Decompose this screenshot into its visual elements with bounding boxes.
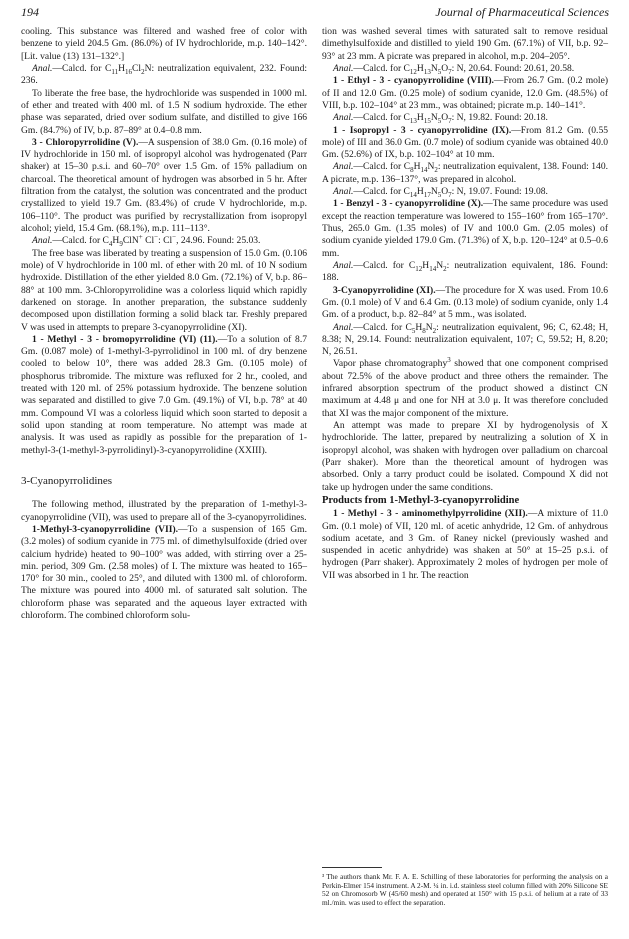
- text-run: —To a solution of 8.7 Gm. (0.087 mole) of 1-methyl-3-pyrrolidinol in 100 ml. of dry benzene cooled to below 10°, there was added 28.3 Gm. (0.105 mole) of phosphorus tribromide. The mixture was refluxed for 2 hr., cooled, and treated with 120 ml. of 25% potassium hydroxide. The benzene solution was separated and distilled to give 7.0 Gm. (49.1%) of VI, b.p. 78° at 40 mm. Compound VI was a colorless liquid which soon started to deposit a solid upon standing at room temperature. No attempt was made at analysis. It was used as rapidly as possible for the preparation of 1-methyl-3-(1-methyl-3-pyrrolidinyl)-3-cyanopyrrolidine (XXIII).: [21, 333, 307, 456]
- text-run: cooling. This substance was filtered and washed free of color with benzene to yield 204.5 Gm. (86.0%) of IV hydrochloride, m.p. 140–142°. [Lit. value (13) 131–132°.]: [21, 26, 307, 62]
- compound-heading: 1-Methyl-3-cyanopyrrolidine (VII).: [32, 523, 179, 535]
- text-run: 14: [429, 264, 437, 273]
- text-run: 12: [415, 264, 423, 273]
- text-run: —Calcd. for C: [353, 112, 410, 124]
- page-number: 194: [21, 5, 39, 19]
- text-run: Cl: [142, 235, 155, 247]
- anal-label: Anal.: [32, 235, 53, 247]
- text-run: H: [416, 62, 424, 74]
- text-run: The following method, illustrated by the preparation of 1-methyl-3-cyanopyrrolidine (VII), was used to prepare all of the 3-cyanopyrrolidines.: [21, 499, 307, 523]
- footnote: ³ The authors thank Mr. F. A. E. Schilling of these laboratories for performing the analysis on a Perkin-Elmer 154 instrument. A 2-M. ¼ in. i.d. stainless steel column filled with 20% Silicone SE 52 on Chromosorb W (45/60 mesh) and operated at 150° with 15 p.s.i. of helium at a rate of 33 ml./min. was used to effect the separation.: [322, 872, 608, 907]
- text-run: : Cl: [158, 235, 173, 247]
- text-run: 5: [437, 117, 442, 126]
- paragraph: [21, 137, 307, 236]
- text-run: —Calcd. for C: [353, 161, 411, 173]
- anal-label: Anal.: [333, 112, 354, 124]
- paragraph: [322, 75, 608, 112]
- text-run: Products from 1-Methyl-3-cyanopyrrolidine: [322, 494, 520, 506]
- section-heading: [21, 475, 307, 487]
- compound-heading: 1 - Ethyl - 3 - cyanopyrrolidine (VIII).: [333, 75, 494, 87]
- text-run: H: [422, 259, 430, 271]
- text-run: 9: [119, 240, 123, 249]
- text-run: H: [416, 112, 424, 124]
- text-run: : N, 19.07. Found: 19.08.: [451, 186, 548, 198]
- text-run: 5: [437, 67, 442, 76]
- compound-heading: 1 - Isopropyl - 3 - cyanopyrrolidine (IX).: [333, 124, 512, 136]
- text-run: —Calcd. for C: [52, 62, 112, 74]
- text-run: ClN: [122, 235, 139, 247]
- text-run: —From 26.7 Gm. (0.2 mole) of II and 12.0 Gm. (0.25 mole) of sodium cyanide, 12.0 Gm. (48.5%) of VIII, b.p. 102–104° at 23 mm., was obtained; picrate m.p. 140–141°.: [322, 75, 609, 111]
- text-run: O: [441, 62, 449, 74]
- compound-heading: 3-Cyanopyrrolidine (XI).: [333, 284, 436, 296]
- text-run: showed that one component comprised about 72.5% of the above product and three others the remainder. The infrared absorption spectrum of the product showed a distinct CN maximum at 4.48 μ and one for NH at 3.0 μ. It was therefore concluded that XI was the major component of the mixture.: [322, 358, 609, 419]
- text-run: 12: [409, 67, 417, 76]
- text-run: H: [415, 321, 423, 333]
- compound-heading: 1 - Methyl - 3 - aminomethylpyrrolidine (XII).: [333, 508, 528, 520]
- text-run: O: [441, 112, 449, 124]
- paragraph: [21, 63, 307, 88]
- anal-label: Anal.: [333, 186, 354, 198]
- text-run: O: [441, 186, 449, 198]
- paragraph: [322, 198, 608, 260]
- text-run: H: [118, 62, 126, 74]
- text-run: 14: [409, 190, 417, 199]
- text-run: 8: [422, 326, 426, 335]
- running-header: [21, 5, 609, 23]
- text-run: +: [138, 233, 143, 242]
- text-run: −: [172, 233, 177, 242]
- paragraph: [322, 420, 608, 494]
- text-run: H: [112, 235, 120, 247]
- text-run: 16: [125, 67, 133, 76]
- paragraph: [322, 186, 608, 198]
- paragraph: [21, 499, 307, 524]
- text-run: —From 81.2 Gm. (0.55 mole) of III and 36.0 Gm. (0.7 mole) of sodium cyanide was obtained 40.0 Gm. (52.6%) of IX, b.p. 102–104° at 10 mm.: [322, 124, 608, 161]
- paragraph: [322, 26, 608, 63]
- text-run: 2: [434, 166, 438, 175]
- text-run: 2: [443, 264, 447, 273]
- text-run: : neutralization equivalent, 186. Found: 188.: [322, 259, 608, 284]
- anal-label: Anal.: [32, 62, 53, 74]
- paragraph: [21, 235, 307, 247]
- text-run: The free base was liberated by treating a suspension of 15.0 Gm. (0.106 mole) of V hydrochloride in 100 ml. of ether with 20 ml. of 10 N sodium hydroxide. Distillation of the ether yielded 8.0 Gm. (72.1%) of V, b.p. 86–88° at 100 mm. 3-Chloropyrrolidine was a colorless liquid which rapidly darkened on storage. In another preparation, the substance suddenly decomposed upon distillation forming a solid black tar. Freshly prepared V was used in attempts to prepare 3-cyanopyrrolidine (XI).: [21, 247, 307, 333]
- compound-heading: 1 - Methyl - 3 - bromopyrrolidine (VI) (11).: [32, 333, 218, 345]
- text-run: : neutralization equivalent, 138. Found: 140. A picrate, m.p. 136–137°, was prepared in alcohol.: [322, 161, 608, 185]
- text-run: 2: [141, 67, 145, 76]
- paragraph: [21, 334, 307, 457]
- text-run: : N, 20.64. Found: 20.61, 20.58.: [451, 62, 575, 74]
- text-run: N: [430, 112, 438, 124]
- paragraph: [322, 358, 608, 420]
- text-run: —The same procedure was used except the reaction temperature was lowered to 155–160° from 165–170°. Thus, 265.0 Gm. (1.35 moles) of IV and 100.0 Gm. (2.05 moles) of sodium cyanide yielded 179.0 Gm. (71.3%) of X, b.p. 120–124° at 0.5–0.6 mm.: [322, 198, 608, 259]
- anal-label: Anal.: [333, 161, 354, 173]
- journal-title: Journal of Pharmaceutical Sciences: [435, 5, 609, 19]
- text-run: —The procedure for X was used. From 10.6 Gm. (0.1 mole) of V and 6.4 Gm. (0.13 mole) of sodium cyanide, only 1.4 Gm. of a product, b.p. 82–84° at 5 mm., was isolated.: [322, 284, 608, 321]
- text-run: 5: [411, 326, 416, 335]
- text-run: —Calcd. for C: [353, 321, 412, 333]
- paragraph: [322, 63, 608, 75]
- paragraph: [322, 508, 608, 582]
- text-run: N: [427, 161, 435, 173]
- text-run: N: [425, 321, 433, 333]
- text-run: 4: [108, 240, 113, 249]
- left-column: [21, 26, 307, 622]
- paragraph: [322, 125, 608, 162]
- text-run: —A mixture of 11.0 Gm. (0.1 mole) of VII, 120 ml. of acetic anhydride, 12 Gm. of anhydrous sodium acetate, and 3 Gm. of Raney nickel (previously washed and suspended in acetic anhydride) was shaken at 50° at 15–25 p.s.i. of hydrogen (Parr shaker). Approximately 2 moles of hydrogen per mole of VII was absorbed in 1 hr. The reaction: [322, 508, 608, 581]
- text-run: —Calcd. for C: [353, 186, 410, 198]
- text-run: 2: [432, 326, 437, 335]
- text-run: 7: [448, 67, 452, 76]
- text-run: 7: [448, 117, 452, 126]
- text-run: —Calcd. for C: [52, 235, 109, 247]
- footnote-rule: [322, 867, 382, 868]
- text-run: N: [430, 62, 438, 74]
- text-run: An attempt was made to prepare XI by hydrogenolysis of X hydrochloride. The latter, prepared by neutralizing a solution of X in isopropyl alcohol, was shaken with hydrogen over palladium on charcoal (Parr shaker). More than the theoretical amount of hydrogen was absorbed. Only a tarry product could be isolated. Compound X did not take up hydrogen under the same conditions.: [322, 420, 608, 493]
- text-run: 3-Cyanopyrrolidines: [21, 474, 113, 487]
- text-run: —A suspension of 38.0 Gm. (0.16 mole) of IV hydrochloride in 150 ml. of isopropyl alcohol was hydrogenated (Parr shaker) at 15–30 p.s.i. and 60–70° over 1.5 Gm. of 15% palladium on charcoal. The theoretical amount of hydrogen was absorbed in 5 hr. After filtration from the catalyst, the solution was concentrated and the product crystallized to yield 19.7 Gm. (83.4%) of crude V hydrochloride, m.p. 106–110°. The product was purified by recrystallization from isopropyl alcohol; yield, 15.4 Gm. (68.1%), m.p. 111–113°.: [21, 136, 307, 234]
- compound-heading: 3 - Chloropyrrolidine (V).: [32, 136, 139, 148]
- text-run: 11: [111, 67, 119, 76]
- text-run: 15: [423, 117, 431, 126]
- text-run: 8: [410, 166, 414, 175]
- text-run: 5: [437, 190, 442, 199]
- paragraph: [322, 112, 608, 124]
- text-run: 13: [423, 67, 431, 76]
- right-column: [322, 26, 608, 582]
- text-run: 13: [409, 117, 417, 126]
- text-run: To liberate the free base, the hydrochloride was suspended in 1000 ml. of ether and treated with 400 ml. of 1.5 N sodium hydroxide. The ether phase was separated, dried over sodium sulfate, and distilled to give 166 Gm. (84.7%) of IV, b.p. 87–89° at 0.4–0.8 mm.: [21, 87, 307, 136]
- text-run: Cl: [132, 62, 142, 74]
- text-run: N: [436, 259, 444, 271]
- text-run: H: [416, 186, 424, 198]
- text-run: —Calcd. for C: [353, 259, 416, 271]
- text-run: —To a suspension of 165 Gm. (3.2 moles) of sodium cyanide in 775 ml. of dimethylsulfoxide (dried over calcium hydride) heated to 90–100° was added, with stirring over a 25-min. period, 309 Gm. (2.58 moles) of I. The mixture was heated to 165–170° for 30 min., cooled to 25°, and diluted with 1300 ml. of chloroform. The mixture was poured into 4000 ml. of saturated salt solution. The chloroform phase was separated and the aqueous layer extracted with chloroform. The combined chloroform solu-: [21, 523, 307, 622]
- text-run: : neutralization equivalent, 96; C, 62.48; H, 8.38; N, 29.14. Found: neutralization equivalent, 107; C, 59.52; H, 8.20; N, 26.51.: [322, 321, 608, 358]
- paragraph: [322, 161, 608, 186]
- text-run: 14: [420, 166, 428, 175]
- paragraph: [322, 285, 608, 322]
- text-run: −: [154, 233, 159, 242]
- paragraph: [21, 248, 307, 334]
- anal-label: Anal.: [333, 259, 354, 271]
- paragraph: [21, 88, 307, 137]
- paragraph: [21, 26, 307, 63]
- text-run: N: neutralization equivalent, 232. Found: 236.: [21, 62, 307, 87]
- text-run: Vapor phase chromatography: [333, 358, 448, 370]
- paragraph: [322, 260, 608, 285]
- text-run: , 24.96. Found: 25.03.: [176, 235, 261, 247]
- text-run: —Calcd. for C: [353, 62, 410, 74]
- text-run: 7: [448, 190, 452, 199]
- text-run: tion was washed several times with saturated salt to remove residual dimethylsulfoxide and distilled to yield 190 Gm. (67.1%) of VII, b.p. 92–93° at 23 mm. A picrate was prepared in alcohol, m.p. 204–205°.: [322, 26, 608, 62]
- text-run: 3: [447, 356, 451, 365]
- paragraph: [322, 322, 608, 359]
- text-run: H: [413, 161, 421, 173]
- paragraph: [21, 524, 307, 623]
- text-run: N: [430, 186, 438, 198]
- section-heading: [322, 495, 608, 507]
- text-run: 17: [423, 190, 431, 199]
- compound-heading: 1 - Benzyl - 3 - cyanopyrrolidine (X).: [333, 198, 484, 210]
- text-run: : N, 19.82. Found: 20.18.: [451, 112, 548, 124]
- anal-label: Anal.: [333, 62, 354, 74]
- anal-label: Anal.: [333, 321, 354, 333]
